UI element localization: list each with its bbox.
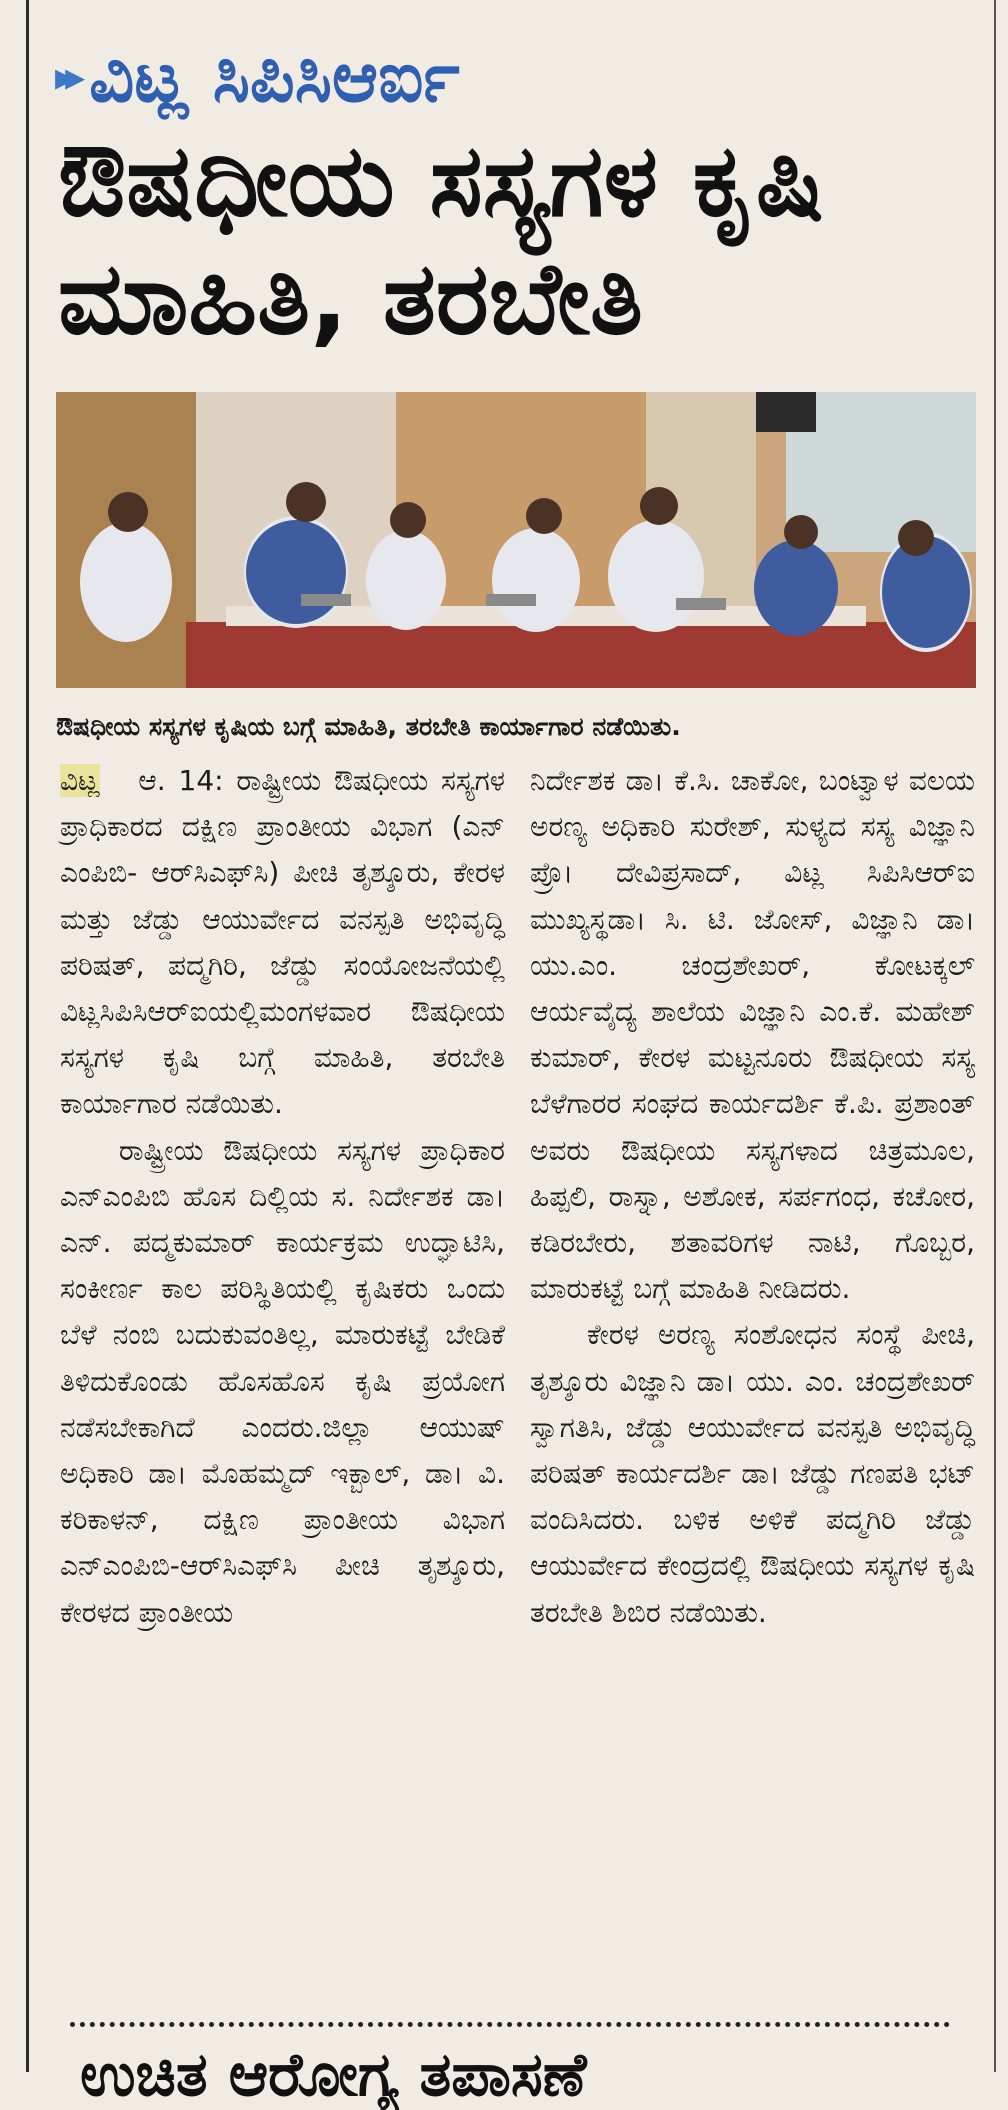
photo-caption: ಔಷಧೀಯ ಸಸ್ಯಗಳ ಕೃಷಿಯ ಬಗ್ಗೆ ಮಾಹಿತಿ, ತರಬೇತಿ ಕಾರ್ಯಾಗಾರ ನಡೆಯಿತು. [56,712,681,741]
column-rule-right [994,0,996,2072]
article-paragraph [530,758,975,1312]
dateline: ವಿಟ್ಲ [60,764,100,797]
double-arrow-icon: ▸▸ [55,54,76,100]
headline: ಔಷಧೀಯ ಸಸ್ಯಗಳ ಕೃಷಿ ಮಾಹಿತಿ, ತರಬೇತಿ [58,122,824,357]
article-paragraph [60,1128,505,1636]
article-column-right [530,758,975,1636]
kicker-text: ವಿಟ್ಲ ಸಿಪಿಸಿಆರ್ಐ [89,36,460,118]
next-article-headline: ಉಚಿತ ಆರೋಗ್ಯ ತಪಾಸಣೆ [80,2040,587,2110]
paragraph-text: ಕೇರಳ ಅರಣ್ಯ ಸಂಶೋಧನ ಸಂಸ್ಥೆ ಪೀಚಿ, ತೃಶ್ಶೂರು ವಿಜ್ಞಾನಿ ಡಾ। ಯು. ಎಂ. ಚಂದ್ರಶೇಖರ್ ಸ್ವಾಗತಿಸಿ, ಜೆಡ್ಡು ಆಯುರ್ವೇದ ವನಸ್ಪತಿ ಅಭಿವೃದ್ಧಿ ಪರಿಷತ್ ಕಾರ್ಯದರ್ಶಿ ಡಾ। ಜೆಡ್ಡು ಗಣಪತಿ ಭಟ್ ವಂದಿಸಿದರು. ಬಳಿಕ ಅಳಿಕೆ ಪದ್ಮಗಿರಿ ಜೆಡ್ಡು ಆಯುರ್ವೇದ ಕೇಂದ್ರದಲ್ಲಿ ಔಷಧೀಯ ಸಸ್ಯಗಳ ಕೃಷಿ ತರಬೇತಿ ಶಿಬಿರ ನಡೆಯಿತು. [530,1318,975,1629]
article-paragraph [60,758,505,1128]
paragraph-text: ರಾಷ್ಟ್ರೀಯ ಔಷಧೀಯ ಸಸ್ಯಗಳ ಪ್ರಾಧಿಕಾರ ಎನ್‌ಎಂಪಿಬಿ ಹೊಸ ದಿಲ್ಲಿಯ ಸ. ನಿರ್ದೇಶಕ ಡಾ। ಎನ್. ಪದ್ಮಕುಮಾರ್ ಕಾರ್ಯಕ್ರಮ ಉದ್ಘಾಟಿಸಿ, ಸಂಕೀರ್ಣ ಕಾಲ ಪರಿಸ್ಥಿತಿಯಲ್ಲಿ ಕೃಷಿಕರು ಒಂದು ಬೆಳೆ ನಂಬಿ ಬದುಕುವಂತಿಲ್ಲ, ಮಾರುಕಟ್ಟೆ ಬೇಡಿಕೆ ತಿಳಿದುಕೊಂಡು ಹೊಸಹೊಸ ಕೃಷಿ ಪ್ರಯೋಗ ನಡೆಸಬೇಕಾಗಿದೆ ಎಂದರು.ಜಿಲ್ಲಾ ಆಯುಷ್ ಅಧಿಕಾರಿ ಡಾ। ಮೊಹಮ್ಮದ್ ಇಕ್ಬಾಲ್, ಡಾ। ವಿ. ಕರಿಕಾಳನ್, ದಕ್ಷಿಣ ಪ್ರಾಂತೀಯ ವಿಭಾಗ ಎನ್‌ಎಂಪಿಬಿ-ಆರ್‌ಸಿಎಫ್‌ಸಿ ಪೀಚಿ ತೃಶ್ಶೂರು, ಕೇರಳದ ಪ್ರಾಂತೀಯ [60,1133,505,1629]
article-column-left [60,758,505,1636]
column-rule-left [26,0,29,2072]
kicker [55,36,460,118]
article-paragraph [530,1312,975,1635]
news-photo [56,392,976,688]
paragraph-text: ನಿರ್ದೇಶಕ ಡಾ। ಕೆ.ಸಿ. ಚಾಕೋ, ಬಂಟ್ವಾಳ ವಲಯ ಅರಣ್ಯ ಅಧಿಕಾರಿ ಸುರೇಶ್, ಸುಳ್ಯದ ಸಸ್ಯ ವಿಜ್ಞಾನಿ ಪ್ರೊ। ದೇವಿಪ್ರಸಾದ್, ವಿಟ್ಲ ಸಿಪಿಸಿಆರ್‌ಐ ಮುಖ್ಯಸ್ಥಡಾ। ಸಿ. ಟಿ. ಜೋಸ್, ವಿಜ್ಞಾನಿ ಡಾ। ಯು.ಎಂ. ಚಂದ್ರಶೇಖರ್, ಕೋಟಕ್ಕಲ್ ಆರ್ಯವೈದ್ಯ ಶಾಲೆಯ ವಿಜ್ಞಾನಿ ಎಂ.ಕೆ. ಮಹೇಶ್ ಕುಮಾರ್, ಕೇರಳ ಮಟ್ಟನೂರು ಔಷಧೀಯ ಸಸ್ಯ ಬೆಳೆಗಾರರ ಸಂಘದ ಕಾರ್ಯದರ್ಶಿ ಕೆ.ಪಿ. ಪ್ರಶಾಂತ್ ಅವರು ಔಷಧೀಯ ಸಸ್ಯಗಳಾದ ಚಿತ್ರಮೂಲ, ಹಿಪ್ಪಲಿ, ರಾಸ್ನಾ, ಅಶೋಕ, ಸರ್ಪಗಂಧ, ಕಚೋರ, ಕಡಿರಬೇರು, ಶತಾವರಿಗಳ ನಾಟಿ, ಗೊಬ್ಬರ, ಮಾರುಕಟ್ಟೆ ಬಗ್ಗೆ ಮಾಹಿತಿ ನೀಡಿದರು. [530,764,975,1306]
paragraph-text: ಆ. 14: ರಾಷ್ಟ್ರೀಯ ಔಷಧೀಯ ಸಸ್ಯಗಳ ಪ್ರಾಧಿಕಾರದ ದಕ್ಷಿಣ ಪ್ರಾಂತೀಯ ವಿಭಾಗ (ಎನ್ ಎಂಪಿಬಿ- ಆರ್‌ಸಿಎಫ್‌ಸಿ) ಪೀಚಿ ತೃಶ್ಶೂರು, ಕೇರಳ ಮತ್ತು ಜೆಡ್ಡು ಆಯುರ್ವೇದ ವನಸ್ಪತಿ ಅಭಿವೃದ್ಧಿ ಪರಿಷತ್, ಪದ್ಮಗಿರಿ, ಜೆಡ್ಡು ಸಂಯೋಜನೆಯಲ್ಲಿ ವಿಟ್ಲಸಿಪಿಸಿಆರ್‌ಐಯಲ್ಲಿಮಂಗಳವಾರ ಔಷಧೀಯ ಸಸ್ಯಗಳ ಕೃಷಿ ಬಗ್ಗೆ ಮಾಹಿತಿ, ತರಬೇತಿ ಕಾರ್ಯಾಗಾರ ನಡೆಯಿತು. [60,764,506,1121]
article-separator [70,2022,950,2027]
